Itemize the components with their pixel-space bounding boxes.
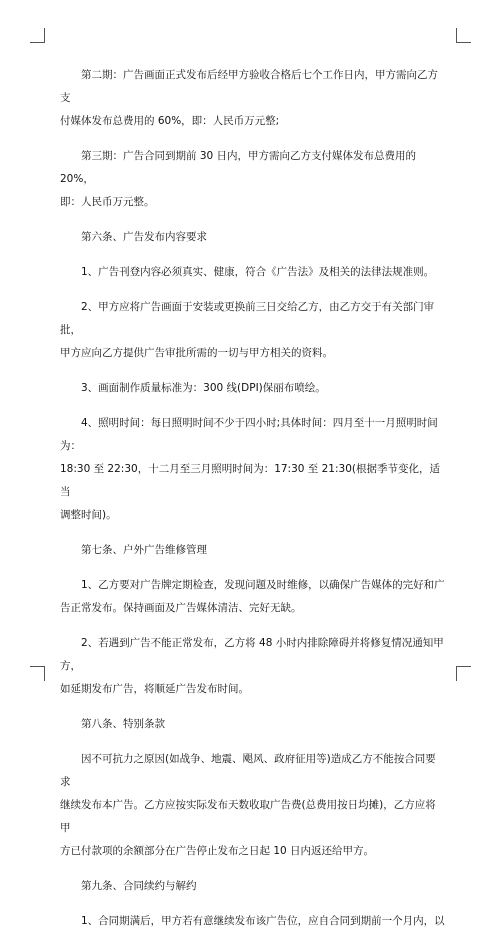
section-9-heading: 第九条、合同续约与解约	[81, 880, 197, 892]
section-6-item-4: 4、照明时间：每日照明时间不少于四小时;具体时间：四月至十一月照明时间为： 18:30 至 22:30，十二月至三月照明时间为：17:30 至 21:30(根据季节变化，适当 调整时间)。	[60, 417, 440, 521]
section-8-body: 因不可抗力之原因(如战争、地震、飓风、政府征用等)造成乙方不能按合同要求 继续发布本广告。乙方应按实际发布天数收取广告费(总费用按日均摊)，乙方应将甲 方已付款项的余额部分在广告停止发布之日起 10 日内返还给甲方。	[60, 753, 436, 857]
section-7-heading: 第七条、户外广告维修管理	[81, 544, 207, 556]
section-9-item-1: 1、合同期满后，甲方若有意继续发布该广告位，应自合同到期前一个月内，以	[81, 915, 445, 927]
crop-mark-bottom-right	[456, 666, 471, 681]
document-body	[60, 64, 445, 945]
section-8-heading: 第八条、特别条款	[81, 718, 165, 730]
section-6-item-2: 2、甲方应将广告画面于安装或更换前三日交给乙方，由乙方交于有关部门审批， 甲方应向乙方提供广告审批所需的一切与甲方相关的资料。	[60, 301, 435, 359]
crop-mark-bottom-left	[30, 666, 45, 681]
payment-phase-3: 第三期：广告合同到期前 30 日内，甲方需向乙方支付媒体发布总费用的 20%， 即：人民币万元整。	[60, 150, 417, 208]
section-6-item-1: 1、广告刊登内容必须真实、健康，符合《广告法》及相关的法律法规准则。	[81, 266, 435, 278]
section-7-item-1: 1、乙方要对广告牌定期检查，发现问题及时维修，以确保广告媒体的完好和广 告正常发布。保持画面及广告媒体清洁、完好无缺。	[60, 579, 445, 614]
crop-mark-top-right	[456, 28, 471, 43]
section-6-heading: 第六条、广告发布内容要求	[81, 231, 207, 243]
section-7-item-2: 2、若遇到广告不能正常发布，乙方将 48 小时内排除障碍并将修复情况通知甲方， 如延期发布广告，将顺延广告发布时间。	[60, 637, 444, 695]
crop-mark-top-left	[30, 28, 45, 43]
payment-phase-2: 第二期：广告画面正式发布后经甲方验收合格后七个工作日内，甲方需向乙方支 付媒体发布总费用的 60%，即：人民币万元整;	[60, 69, 438, 127]
section-6-item-3: 3、画面制作质量标准为：300 线(DPI)保丽布喷绘。	[81, 382, 326, 394]
